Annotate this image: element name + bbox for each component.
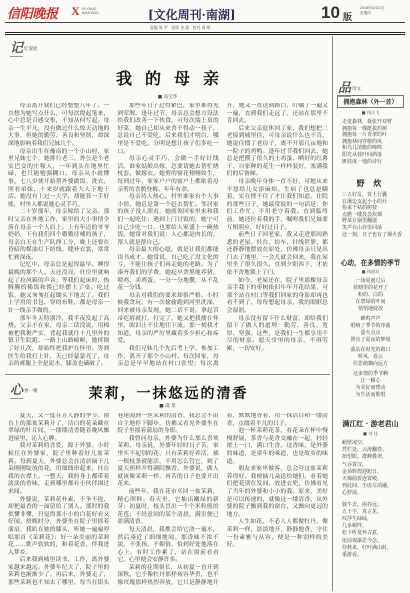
article-author: ■ 高宝华	[157, 95, 178, 100]
poem-line: 笑声在山谷里回荡	[342, 224, 383, 231]
column-label-initial: 品	[338, 81, 352, 96]
paragraph: 我对茉莉的喜爱，源于外婆。小时候住在外婆家，院子里种着好几盆茉莉。每到夏天，外婆总会在清晨摘下几朵刚刚绽放的花，用细线串起来，挂在我的衣襟上。一整天，我的身上都带着淡淡的香味，走到哪里都有小伙伴围过来闻。	[8, 443, 110, 495]
poem-stanza	[337, 316, 404, 344]
logo-pinyin-line: WAN BAO	[82, 11, 99, 16]
paragraph: 前些年，我在花市买回一盆茉莉，精心照料。春天里，它抽出嫩绿的新芽；初夏时，枝头冒出一个个米粒般的花苞；不经意间的某个清晨，满室便已盈满清香。	[117, 488, 219, 526]
poem-season	[337, 257, 404, 409]
poem-line: 斑驳成一地的诗行	[342, 158, 383, 165]
poem-line: 骑牛去，函谷远；	[342, 501, 383, 508]
poem-line: 捡来干枯的树枝	[342, 205, 378, 212]
page-unit: 版	[343, 13, 353, 23]
poem-author: ■ 刘 佳	[363, 431, 378, 436]
poem-line: 萤火点点	[360, 330, 381, 336]
issue-date	[360, 6, 385, 15]
poem-line: 为生活而歌唱	[355, 392, 386, 398]
poem-line: 悄悄地绽放	[357, 306, 383, 312]
article-author: ■ 虞 景	[159, 404, 176, 409]
column-label-text: 诗文	[352, 87, 362, 92]
poem-line: 这多情的季节啊	[352, 371, 388, 377]
poem-line: 三五好友，背上行囊	[342, 192, 388, 198]
paragraph: 母亲待人热心。村里谁家有个大事小情，她总是第一个赶去帮忙。邻居家的孩子没人照看，她就领回家里来和我们一起吃住；遇到上门讨饭的，她宁可自己少吃一口，也要给人家盛上一碗热饭。她常对我们说：人心都是肉长的，帮人就是帮自己。	[117, 194, 219, 246]
paragraph: 母亲最大的心愿，就是让我们都能读书成才。她常说，自己吃了没文化的亏，不能让孩子们再走她的老路。为了凑齐我们的学费，她起早贪黑地养猪、喂鸡、卖鸡蛋，一分一分地攒，从不乱花一分钱。	[117, 247, 219, 292]
paragraph: 母亲晚年身体一直不好，可她从来不愿给儿女添麻烦。生病了也总是瞒着，实在撑不住了才让我们知道。住院的那些日子，她最常说的一句话是：你们工作忙，不用老守着我。直到临终前，她还拉着我的手，嘱咐我们兄妹要互相照应，好好过日子。	[226, 178, 328, 231]
poem-line: 一场夏雨过后	[355, 278, 386, 284]
column-label-memory	[10, 37, 38, 56]
poem-line: 抬望眼、群峰叠翠，	[342, 454, 388, 461]
paragraph: 那些年日子过得紧巴，家里难得见到荤腥。逢年过节，母亲总会想方设法给我们改善一下伙食，可每次端上桌的好菜，她自己却从来舍不得动一筷子，总说自己不爱吃。后来我们才明白，哪里是不爱吃，分明是想让孩子们多吃一口。	[117, 103, 219, 155]
poem-line: 到此间、尘虑尽消融，	[342, 483, 393, 490]
paragraph: 后来我到城里读书、工作，离外婆家越来越远。外婆年纪大了，院子里的茉莉也渐渐少了。再后来，外婆走了，那些茉莉也不知去了哪里。每当在街头巷尾闻到一丝茉莉的清香，我总会不由自主地停下脚步，仿佛又看见外婆坐在院子里摇着蒲扇的身影。	[8, 413, 219, 587]
poem-line: 拥抱林间穿梭的风	[342, 138, 383, 145]
paragraph: 我曾问母亲，外婆为什么那么喜欢茉莉。母亲说，外婆年轻时日子苦，家里买不起别的花，只有茉莉好养活，插一根枝条就能活，不用怎么管它，到了夏天照样开得满院飘香。外婆说，做人就该像茉莉一样，再苦的日子也要开出花来。	[117, 435, 219, 488]
poem-line: 任思绪飘向远方	[352, 361, 388, 367]
paragraph: 朋友来家里做客，总会夸这盆茉莉养得好。我便摘几朵送给她们，看着她们把花别在发间、放进衣兜，仿佛看见了当年的外婆和小小的我。原来，美好是可以传递的，就像这一缕清香，从外婆的院子飘到我的窗台，又飘向更远的地方。	[226, 466, 328, 518]
section-name: [文化周刊·南湖]	[148, 8, 236, 22]
paragraph: 母亲对我们的要求却很严格。小时候我贪玩，有一次偷偷跑到河里洗澡，回来被母亲发现，她二话不说，拿起笤帚疙瘩就打。打完了，她又把我搂在怀里，眼泪止不住地往下流。那一刻我才知道，母亲的严厉里藏着多少担心和疼爱。	[117, 292, 219, 345]
paragraph: 人生如花，不必人人都做牡丹。像茉莉一样，淡淡地开，静静地香，守住一份素雅与从容，便是一种别样的美好。	[226, 519, 328, 549]
poem-line: 和鸟儿清脆的啼鸣	[342, 145, 383, 152]
poem-line: 五千字，真言见。	[342, 508, 383, 515]
poem-author: ■ 钱岳飞	[361, 110, 380, 115]
paragraph: 后来父亲退休回了家，我们想把二老接到城里住，可母亲说什么也不肯，她说住惯了老房子，离不开那几亩地和一院子的鸡鸭。逢年过节我们回去，她总是把攒了很久的土鸡蛋、晒好的红薯干、自家种的花生一样样装好，塞满我们的后备厢。	[226, 125, 328, 178]
header-rule	[5, 22, 405, 23]
poem-stanza	[337, 371, 404, 399]
newspaper-logo: 信阳晚报	[7, 6, 58, 21]
paragraph: 泡一杯茉莉花茶，看花朵在杯中慢慢舒展，茶香与花香交融在一起，轻轻抿上一口，满口生香。这香味，是外婆的味道，是童年的味道，也是故乡的味道。	[226, 428, 328, 465]
poem-line: 为美好而悸动	[355, 385, 386, 391]
paragraph: 母亲出生在豫南的一个小山村，家里兄妹七个，她排行老三。外公是个老实巴交的庄稼人，一年到头在地里忙碌，也只能勉强糊口。母亲从小就懂事，七八岁便开始帮外婆做饭、洗衣、照看弟妹，十来岁就跟着大人下地干活。她没有上过一天学，却能算一手好账，村里人都说她心灵手巧。	[8, 148, 110, 208]
paragraph: 如今，老屋还在，院子里那棵母亲亲手栽下的枣树依旧年年开花结果，可那个站在村口等我们回家的身影却再也看不到了。每每想起母亲，我的眼眶总会湿润。	[226, 277, 328, 315]
poem-forest	[337, 95, 404, 167]
poem-title: 心动，在多情的季节	[340, 259, 401, 267]
poem-title: 拥抱森林（外一首）	[337, 95, 404, 108]
column-label-initial: 心	[10, 383, 24, 398]
paragraph: 夏天，又一度芬芳人静的季节。窗台上的那盆茉莉开了，洁白的花朵藏在翠绿的叶片间，一缕缕清香随着晚风飘进屋里，沁人心脾。	[8, 413, 110, 442]
article-body	[8, 103, 328, 371]
poem-line: 让一颗心	[360, 378, 381, 384]
poem-line: 心舒展。	[342, 490, 363, 497]
poem-line: 阳光从枝叶间洒落	[342, 151, 383, 158]
poem-line: 唱响了季节的序曲	[350, 323, 391, 329]
poem-stanza	[337, 192, 404, 238]
paragraph: 我们兄妹几个先后考上学、参加工作，离开了那个小山村。每次回家，母亲总是早早地站在村口张望；每次离开，她又一直送到路口，叮嘱了一遍又一遍，直到我们走远了，还站在那里不肯回去。	[117, 103, 328, 368]
poem-line: 松下听泉怀古意，	[342, 530, 383, 537]
page-number: 10	[321, 3, 340, 22]
article-title: 我的母亲	[115, 69, 232, 88]
sidebar-divider	[332, 36, 333, 591]
paragraph: 二十岁那年，母亲嫁给了父亲。那时父亲在外地工作，家里的大小事情全落在母亲一个人肩上。上有年迈的爷爷奶奶，下有我们四个嗷嗷待哺的孩子，母亲白天在生产队挣工分，晚上还要在昏暗的煤油灯下纺线、缝补衣裳，常常忙到深夜。	[8, 209, 110, 261]
poem-body	[337, 440, 404, 559]
header-double-rule	[5, 32, 405, 35]
poem-picnic	[337, 178, 404, 244]
poem-body	[337, 119, 404, 165]
poem-stanza	[337, 440, 404, 498]
poem-stanza	[337, 278, 404, 313]
poem-stanza	[337, 502, 404, 560]
paragraph: 外婆说，茉莉花朴素，不争不抢，却把最香的一面留给了别人。那时的我似懂非懂，只觉得那小小的白花好看又好闻。傍晚时分，外婆坐在院子里摇着蒲扇，我趴在她的膝头，听她一遍遍哼唱那首《茉莉花》：好一朵美丽的茉莉花……歌声软软的，和着花香，伴我进入梦乡。	[8, 496, 110, 556]
paragraph: 茉莉的花期很长，从初夏一直开到深秋。它不像牡丹那样雍容华贵，也不像玫瑰那样热烈奔放，它只是静静地开着，默默地香着，用一抹洁白和一缕清香，点缀着平凡的日子。	[117, 413, 328, 587]
poem-line: 金顶辉煌迎旭日，	[342, 468, 383, 475]
date-text: 2018年6月21日	[360, 6, 385, 10]
poem-line: 荷塘里的花开了	[352, 285, 388, 291]
weekday-text: 星期四	[360, 10, 371, 15]
poem-line: 在溪边支起小小的灶	[342, 198, 388, 205]
poem-title: 满江红 · 游老君山	[342, 419, 399, 428]
paragraph: 记忆中，母亲总是起得最早、睡得最晚的那个人。天还没亮，灶房里就响起了拉风箱的声音；等我们起床时，热腾腾的稀饭和馍已经摆上了桌。吃过饭，她又匆匆扛起锄头下地去了。我们上学用的书包、穿的布鞋，都是母亲一针一线亲手做的。	[8, 262, 110, 315]
article-divider	[5, 374, 330, 375]
poem-line: 气吞霄汉。	[342, 461, 368, 468]
column-label-poetry	[338, 77, 361, 96]
paragraph: 母亲离开我们已经整整八年了。一直想为她写点什么，可每次提起笔来，心中总是百感交集，不知从何写起。母亲一生平凡，没有做过什么惊天动地的大事，但她的勤劳、善良和坚韧，却深深地影响着我们兄妹几个。	[8, 103, 110, 147]
poem-body	[337, 278, 404, 399]
poem-line: 照亮了夏夜的梦境	[350, 337, 391, 343]
paragraph: 前些日子回老家，我又走进那间熟悉的老屋。灶台、纺车、针线笸箩，都还静静地摆放在原处，仿佛母亲只是出门去了地里，一会儿就会回来。我在屋里坐了很久很久，直到夕阳西下，才依依不舍地锁上了门。	[226, 232, 328, 277]
poem-line: 拥抱每一棵挺拔的树	[342, 125, 388, 132]
poem-line: 崖前观瀑思今念。	[342, 537, 383, 544]
poem-line: 我站在时光的路口	[350, 347, 391, 353]
poem-title: 野 炊	[356, 178, 385, 188]
poem-line: 这一刻，日子也有了烟火香	[342, 231, 403, 238]
poem-line: 听风，看云	[357, 354, 383, 360]
poem-stanza	[337, 119, 404, 165]
poem-line: 重游看。	[342, 552, 363, 559]
paragraph: 每天清晨，我都会给它浇一遍水，然后凑近了细细地闻。那香味不浓不淡，不张扬，不媚俗，恰到好处地落在心上。有时工作累了，站在窗前看看它，心里便会安静许多。	[117, 526, 219, 564]
logo-pinyin-line: IN YANG	[82, 7, 97, 11]
poem-line: 野菜在锅里翻滚	[342, 218, 378, 225]
poem-author: ■ 钱丽珏	[361, 269, 380, 274]
paragraph: 那年冬天特别冷，我半夜发起了高烧。父亲不在家，母亲二话没说，用棉被把我裹严实，背起我就往十几里外的镇卫生院跑。一路上山路崎岖，她摔倒了好几次，却始终把我护在怀里。等到医生给我打上针，天已经蒙蒙亮了，母亲的裤腿上全是泥水，膝盖也磕破了。	[8, 315, 110, 368]
poem-line: 蝉鸣声声	[360, 316, 381, 322]
column-label-text: 香一瓣	[24, 389, 38, 394]
poem-manjianghong	[337, 419, 404, 590]
poem-line: 走进森林，我张开双臂	[342, 119, 393, 125]
poem-line: 在碧绿的叶间	[355, 299, 386, 305]
editor-credits: 责编 周 宇 组版 金 露 校对 周 明	[150, 25, 211, 30]
poem-body	[337, 192, 404, 238]
poem-stanza	[337, 347, 404, 368]
logo-initial: X	[71, 4, 80, 18]
article-title: 茉莉，一抹悠远的清香	[88, 386, 249, 402]
poem-line: 凭栏处、云涛翻卷。	[342, 447, 388, 454]
paragraph: 母亲心灵手巧，会做一手好针线活。谁家姑娘出嫁，总要请她去帮忙绣枕套、做嫁衣。她剪的窗花栩栩如生，每到过年，家家户户的窗户上都贴着母亲剪的喜鹊登梅、年年有余。	[117, 156, 219, 193]
poem-line: 点燃一缕袅袅炊烟	[342, 211, 383, 218]
poem-line: 几多羁绊。	[342, 523, 368, 530]
column-label-initial: 记	[10, 41, 24, 56]
poem-line: 拥抱每一片青翠的叶	[342, 132, 388, 139]
poem-line: 叹浮生碌碌，	[342, 516, 373, 523]
poem-line: 待秋来、红叶满山时，	[342, 544, 393, 551]
paragraph: 母亲没有留下什么财富，却给我们留下了做人的道理：勤劳、善良、宽厚、坚强。这些，是我们一生都享用不尽的财富。愿天堂里的母亲，不再劳累，一切安好。	[226, 315, 328, 352]
poem-line: 天梯曲折连霄殿。	[342, 476, 383, 483]
column-label-text: 忆深处	[24, 47, 38, 52]
poem-line: 峭壁凌空，	[342, 440, 368, 446]
poem-line: 粉的、白的	[357, 292, 383, 298]
logo-pinyin	[82, 7, 99, 16]
article-body	[8, 413, 328, 590]
